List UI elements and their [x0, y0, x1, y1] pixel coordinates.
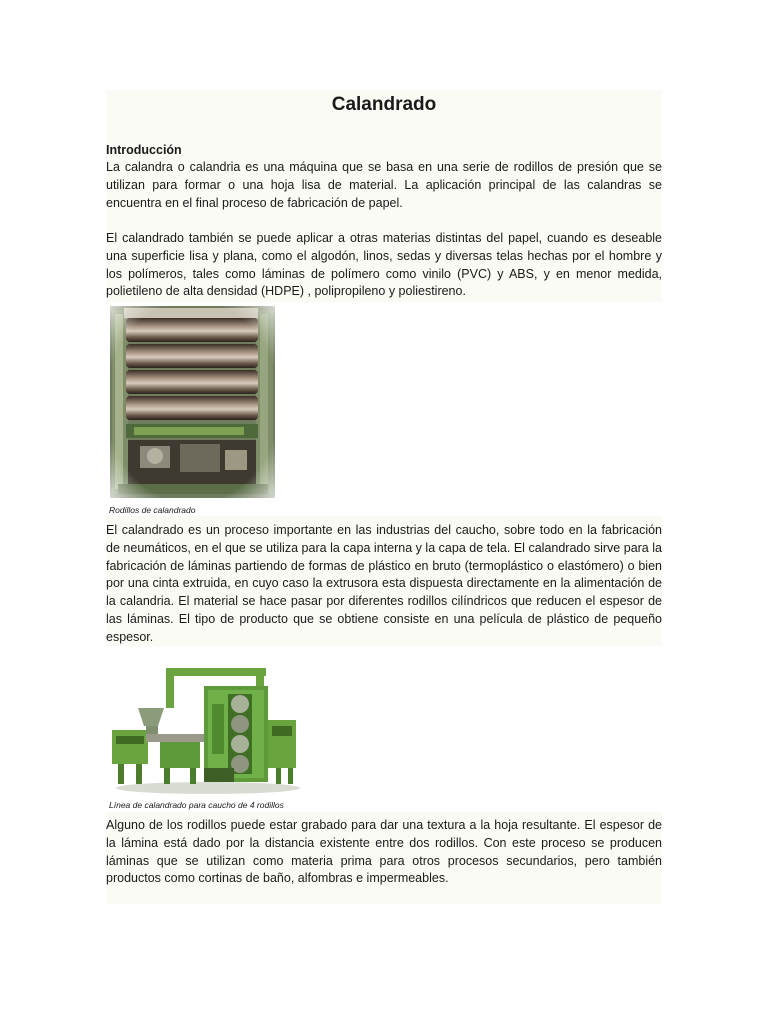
document-title: Calandrado	[331, 94, 437, 115]
figure-caption-rollers: Rodillos de calandrado	[109, 505, 196, 515]
paragraph-intro: La calandra o calandria es una máquina que se basa en una serie de rodillos de presión que se utilizan para formar o una hoja lisa de material. La aplicación principal de las calandras se encuentra en el final proceso de fabricación de papel.	[106, 160, 662, 210]
paragraph-rollers-texture: Alguno de los rodillos puede estar grabado para dar una textura a la hoja resultante. El espesor de la lámina está dado por la distancia existente entre dos rodillos. Con este proceso se producen láminas que se utilizan como materia prima para otros procesos secundarios, pero también productos como cortinas de baño, alfombras e impermeables.	[106, 818, 662, 886]
paragraph-rubber-industry: El calandrado es un proceso importante en las industrias del caucho, sobre todo en la fabricación de neumáticos, en el que se utiliza para la capa interna y la capa de tela. El calandrado sirve para la fabricación de láminas partiendo de formas de plástico en bruto (termoplástico o elastómero) o bien por una cinta extruida, en cuyo caso la extrusora esta dispuesta directamente en la alimentación de la calandria. El material se hace pasar por diferentes rodillos cilíndricos que reducen el espesor de las láminas. El tipo de producto que se obtiene consiste en una película de plástico de pequeño espesor.	[106, 523, 662, 644]
paragraph-materials: El calandrado también se puede aplicar a otras materias distintas del papel, cuando es deseable una superficie lisa y plana, como el algodón, linos, sedas y diversas telas hechas por el hombre y los polímeros, tales como láminas de polímero como vinilo (PVC) y ABS, y en menor medida, polietileno de alta densidad (HDPE) , polipropileno y poliestireno.	[106, 231, 662, 299]
calender-line-image	[108, 664, 300, 794]
calender-rollers-image	[110, 306, 275, 498]
figure-caption-calender-line: Línea de calandrado para caucho de 4 rodillos	[109, 800, 284, 810]
section-heading: Introducción	[106, 143, 182, 157]
